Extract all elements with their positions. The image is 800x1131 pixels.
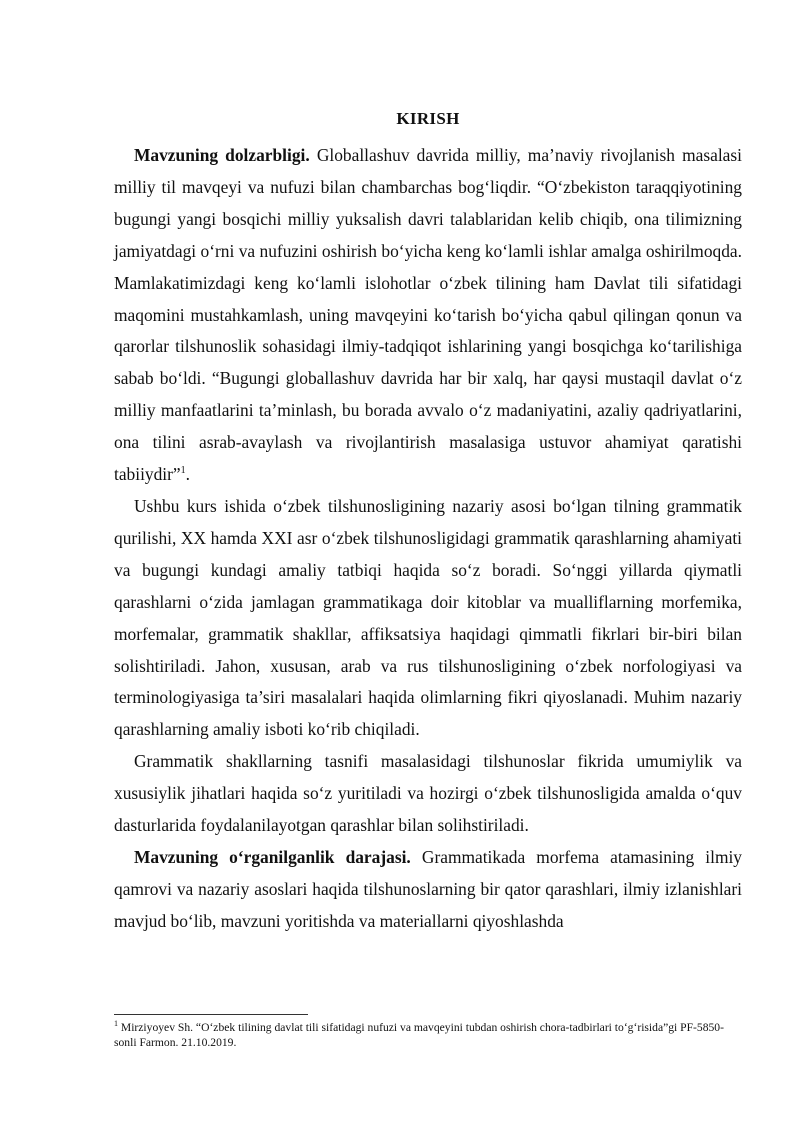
paragraph-lead: Mavzuning dolzarbligi. [134,145,310,165]
paragraph-text: Grammatik shakllarning tasnifi masalasidagi tilshunoslar fikrida umumiylik va xususiylik jihatlari haqida so‘z yuritiladi va hozirgi o‘zbek tilshunosligida amalda o‘quv dasturlarida foydalanilayotgan qarashlar bilan solihstiriladi. [114,751,742,836]
paragraph-study-level [114,842,742,938]
paragraph-text: Globallashuv davrida milliy, ma’naviy rivojlanish masalasi milliy til mavqeyi va nufuzi bilan chambarchas bog‘liqdir. “O‘zbekiston taraqqiyotining bugungi yangi bosqichi milliy yuksalish davri talablaridan kelib chiqib, ona tilimizning jamiyatdagi o‘rni va nufuzini oshirish bo‘yicha keng ko‘lamli ishlar amalga oshirilmoqda. Mamlakatimizdagi keng ko‘lamli islohotlar o‘zbek tilining ham Davlat tili sifatidagi maqomini mustahkamlash, uning mavqeyini ko‘tarish bo‘yicha qabul qilingan qonun va qarorlar tilshunoslik sohasidagi ilmiy-tadqiqot ishlarining yangi bosqichga ko‘tarilishiga sabab bo‘ldi. “Bugungi globallashuv davrida har bir xalq, har qaysi mustaqil davlat o‘z milliy manfaatlarini ta’minlash, bu borada avvalo o‘z madaniyatini, azaliy qadriyatlarini, ona tilini asrab-avaylash va rivojlantirish masalasiga ustuvor ahamiyat qaratishi tabiiydir” [114,145,742,485]
paragraph-text: Ushbu kurs ishida o‘zbek tilshunosligining nazariy asosi bo‘lgan tilning grammatik qurilishi, XX hamda XXI asr o‘zbek tilshunosligidagi grammatik qarashlarning ahamiyati va bugungi kundagi amaliy tatbiqi haqida so‘z boradi. So‘nggi yillarda qiymatli qarashlarni o‘zida jamlagan grammatikaga doir kitoblar va mualliflarning morfemika, morfemalar, grammatik shakllar, affiksatsiya haqidagi qimmatli fikrlari bir-biri bilan solishtiriladi. Jahon, xususan, arab va rus tilshunosligining o‘zbek norfologiyasi va terminologiyasiga ta’siri masalalari haqida olimlarning fikri qiyoslanadi. Muhim nazariy qarashlarning amaliy isboti ko‘rib chiqiladi. [114,495,742,740]
footnote-text: Mirziyoyev Sh. “O‘zbek tilining davlat tili sifatidagi nufuzi va mavqeyini tubdan oshirish chora-tadbirlari to‘g‘risida”gi PF-5850-sonli Farmon. 21.10.2019. [114,1021,724,1049]
footnote [114,1020,742,1050]
paragraph-tail: . [185,464,191,485]
paragraph-text: Grammatikada morfema atamasining ilmiy qamrovi va nazariy asoslari haqida tilshunoslarning bir qator qarashlari, ilmiy izlanishlari mavjud bo‘lib, mavzuni yoritishda va materiallarni qiyoshlashda [114,846,742,931]
body-text [114,140,742,938]
paragraph-classification [114,746,742,842]
footnote-reference[interactable]: 1 [180,465,186,477]
page-title: KIRISH [396,109,460,128]
footnote-divider [114,1014,308,1015]
paragraph-course-work [114,491,742,746]
paragraph-relevance [114,140,742,491]
paragraph-lead: Mavzuning o‘rganilganlik darajasi. [134,846,411,867]
footnote-number: 1 [114,1019,118,1029]
